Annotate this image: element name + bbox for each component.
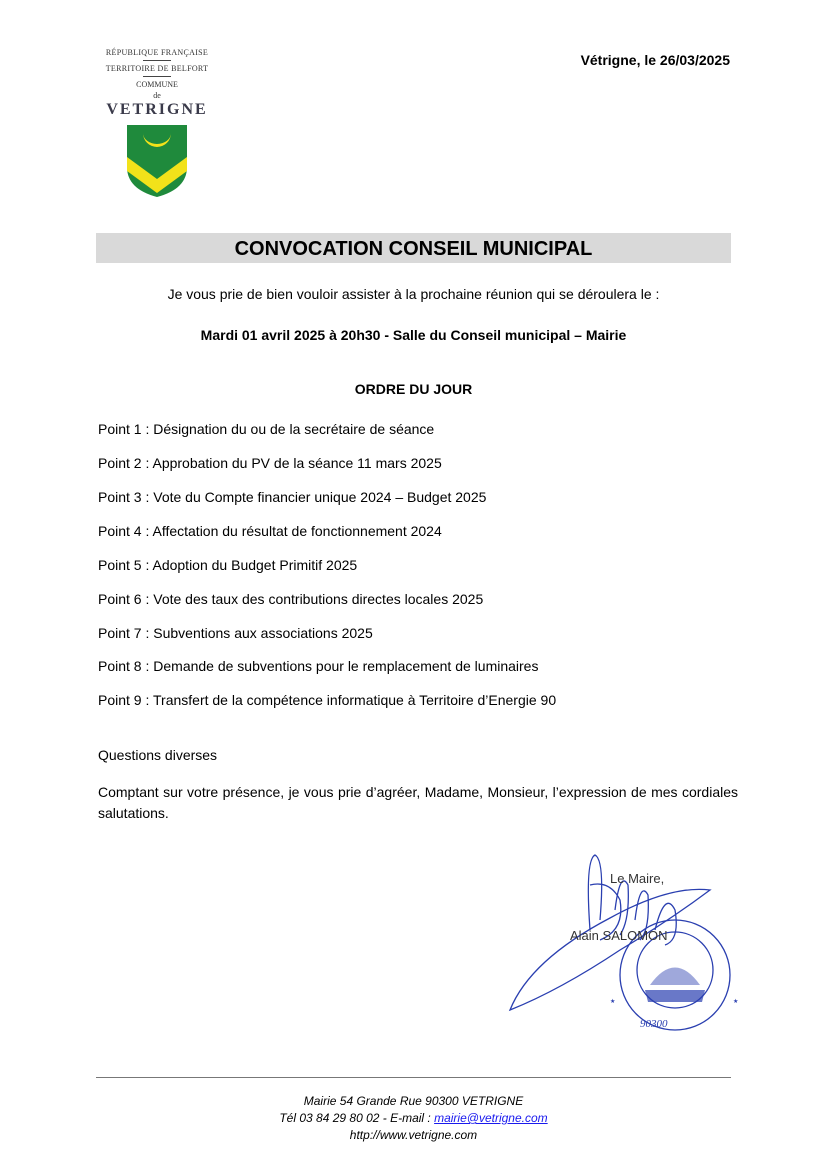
footer xyxy=(96,1093,731,1144)
letterhead-commune-name: VETRIGNE xyxy=(106,101,208,118)
footer-email-link[interactable]: mairie@vetrigne.com xyxy=(434,1111,548,1125)
letterhead-republic: RÉPUBLIQUE FRANÇAISE xyxy=(105,48,209,57)
signature-stamp-icon xyxy=(470,840,740,1060)
agenda-item: Point 6 : Vote des taux des contributions directes locales 2025 xyxy=(98,591,484,607)
questions-diverses: Questions diverses xyxy=(98,747,218,763)
divider xyxy=(143,60,171,61)
closing-text: Comptant sur votre présence, je vous prie d’agréer, Madame, Monsieur, l’expression de mes cordiales salutations. xyxy=(98,784,738,821)
letterhead-logo xyxy=(96,48,218,204)
footer-phone: Tél 03 84 29 80 02 - E-mail : xyxy=(279,1111,435,1125)
footer-address: Mairie 54 Grande Rue 90300 VETRIGNE xyxy=(303,1094,524,1108)
letterhead-de: de xyxy=(153,91,161,100)
svg-text:★: ★ xyxy=(733,999,739,1005)
agenda-item: Point 4 : Affectation du résultat de fonctionnement 2024 xyxy=(98,523,442,539)
agenda-heading: ORDRE DU JOUR xyxy=(354,381,473,397)
agenda-item: Point 1 : Désignation du ou de la secrétaire de séance xyxy=(98,421,435,437)
agenda-item: Point 3 : Vote du Compte financier unique 2024 – Budget 2025 xyxy=(98,489,487,505)
meeting-details: Mardi 01 avril 2025 à 20h30 - Salle du Conseil municipal – Mairie xyxy=(200,327,627,343)
agenda-item: Point 5 : Adoption du Budget Primitif 2025 xyxy=(98,557,358,573)
svg-text:★: ★ xyxy=(610,999,616,1005)
letter-date: Vétrigne, le 26/03/2025 xyxy=(580,52,730,68)
coat-of-arms-icon xyxy=(125,123,189,199)
letterhead-commune-label: COMMUNE xyxy=(136,80,178,89)
agenda-item: Point 7 : Subventions aux associations 2025 xyxy=(98,625,373,641)
agenda-item: Point 9 : Transfert de la compétence informatique à Territoire d’Energie 90 xyxy=(98,692,557,708)
footer-contact xyxy=(96,1110,731,1127)
footer-website[interactable]: http://www.vetrigne.com xyxy=(349,1128,478,1142)
letterhead-territory: TERRITOIRE DE BELFORT xyxy=(105,64,209,73)
agenda-item: Point 8 : Demande de subventions pour le remplacement de luminaires xyxy=(98,658,539,674)
signature-name: Alain SALOMON xyxy=(570,928,668,943)
footer-divider xyxy=(96,1077,731,1078)
page-title: CONVOCATION CONSEIL MUNICIPAL xyxy=(96,233,731,263)
agenda-item: Point 2 : Approbation du PV de la séance 11 mars 2025 xyxy=(98,455,442,471)
intro-text: Je vous prie de bien vouloir assister à la prochaine réunion qui se déroulera le : xyxy=(167,286,660,302)
divider xyxy=(143,76,171,77)
signature-role: Le Maire, xyxy=(610,871,665,886)
stamp-postcode: 90300 xyxy=(640,1018,668,1030)
signature-block xyxy=(470,840,740,1060)
